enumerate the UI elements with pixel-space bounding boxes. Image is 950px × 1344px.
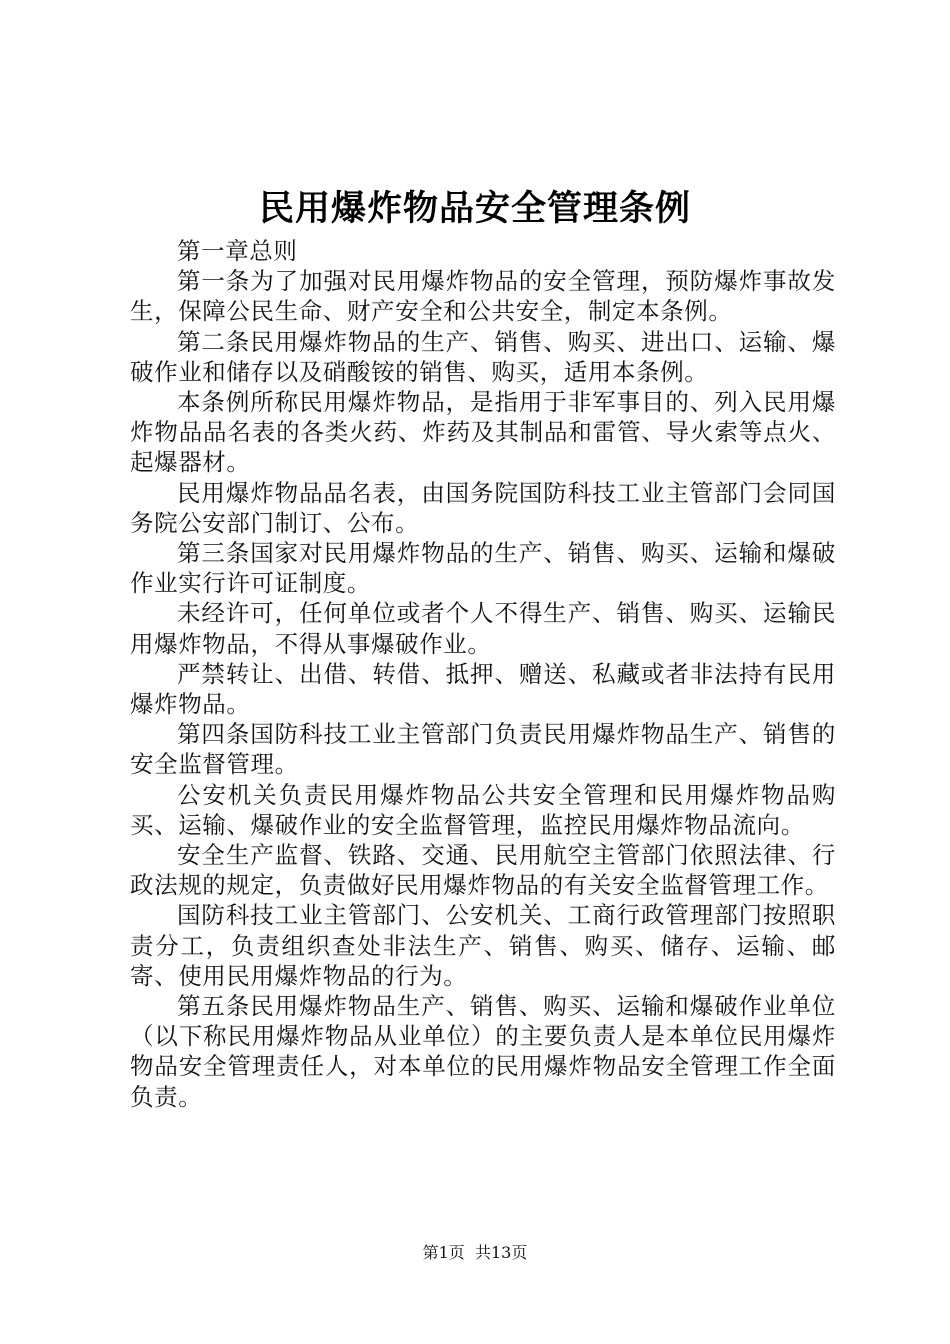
chapter-heading: 第一章总则 <box>177 237 298 265</box>
document-body <box>130 236 836 1112</box>
paragraph-prohibition: 严禁转让、出借、转借、抵押、赠送、私藏或者非法持有民用爆炸物品。 <box>130 659 836 719</box>
paragraph-catalog: 民用爆炸物品品名表，由国务院国防科技工业主管部门会同国务院公安部门制订、公布。 <box>130 478 836 537</box>
document-title: 民用爆炸物品安全管理条例 <box>258 188 691 229</box>
paragraph-public-security: 公安机关负责民用爆炸物品公共安全管理和民用爆炸物品购买、运输、爆破作业的安全监督管理，监控民用爆炸物品流向。 <box>130 780 836 839</box>
page-footer <box>0 1242 950 1264</box>
page-total: 共13页 <box>474 1243 528 1262</box>
paragraph-enforcement: 国防科技工业主管部门、公安机关、工商行政管理部门按照职责分工，负责组织查处非法生产、销售、购买、储存、运输、邮寄、使用民用爆炸物品的行为。 <box>130 901 836 990</box>
paragraph-license-required: 未经许可，任何单位或者个人不得生产、销售、购买、运输民用爆炸物品，不得从事爆破作业。 <box>130 599 836 658</box>
paragraph-article-5: 第五条民用爆炸物品生产、销售、购买、运输和爆破作业单位（以下称民用爆炸物品从业单位）的主要负责人是本单位民用爆炸物品安全管理责任人，对本单位的民用爆炸物品安全管理工作全面负责。 <box>130 992 836 1111</box>
paragraph-article-2: 第二条民用爆炸物品的生产、销售、购买、进出口、运输、爆破作业和储存以及硝酸铵的销售、购买，适用本条例。 <box>130 327 836 386</box>
paragraph-definition: 本条例所称民用爆炸物品，是指用于非军事目的、列入民用爆炸物品品名表的各类火药、炸药及其制品和雷管、导火索等点火、起爆器材。 <box>130 388 836 477</box>
paragraph-article-3: 第三条国家对民用爆炸物品的生产、销售、购买、运输和爆破作业实行许可证制度。 <box>130 539 836 598</box>
paragraph-article-1: 第一条为了加强对民用爆炸物品的安全管理，预防爆炸事故发生，保障公民生命、财产安全和公共安全，制定本条例。 <box>130 267 836 326</box>
page-number: 第1页 <box>422 1243 465 1262</box>
paragraph-other-departments: 安全生产监督、铁路、交通、民用航空主管部门依照法律、行政法规的规定，负责做好民用爆炸物品的有关安全监督管理工作。 <box>130 841 836 900</box>
paragraph-article-4: 第四条国防科技工业主管部门负责民用爆炸物品生产、销售的安全监督管理。 <box>130 720 836 779</box>
